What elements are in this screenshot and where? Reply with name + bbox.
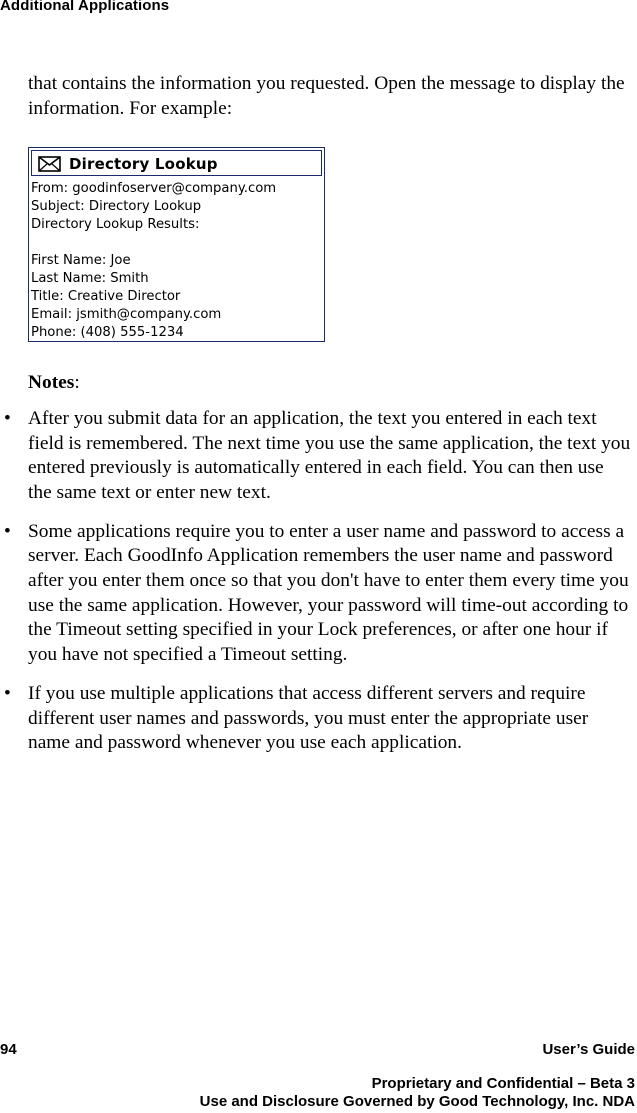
page-number: 94 xyxy=(0,1041,17,1058)
section-header: Additional Applications xyxy=(0,0,170,14)
note-item xyxy=(0,682,632,756)
envelope-icon xyxy=(38,155,62,173)
message-line: Last Name: Smith xyxy=(31,271,149,286)
message-body xyxy=(31,180,322,342)
message-line: From: goodinfoserver@company.com xyxy=(31,181,277,196)
message-line: Email: jsmith@company.com xyxy=(31,307,222,322)
bullet-marker: • xyxy=(4,408,11,429)
guide-title: User’s Guide xyxy=(542,1041,635,1058)
screenshot-titlebar xyxy=(31,150,322,176)
message-line: First Name: Joe xyxy=(31,253,131,268)
intro-paragraph: that contains the information you requested. Open the message to display the information. For example: xyxy=(28,73,625,119)
message-line: Phone: (408) 555-1234 xyxy=(31,325,184,340)
directory-lookup-screenshot xyxy=(28,147,325,342)
screenshot-title: Directory Lookup xyxy=(69,155,218,173)
notes-list xyxy=(0,407,637,770)
note-text: If you use multiple applications that access different servers and require different user names and passwords, you must enter the appropriate user name and password whenever you use each application. xyxy=(28,682,589,754)
message-line: Subject: Directory Lookup xyxy=(31,199,202,214)
note-item xyxy=(0,407,632,505)
bullet-marker: • xyxy=(4,682,11,704)
message-line: Title: Creative Director xyxy=(31,289,181,304)
confidentiality-notice xyxy=(200,1075,635,1111)
note-text: After you submit data for an application, the text you entered in each text field is remembered. The next time you use the same application, the text you entered previously is automatically entered in each field. You can then use the same text or enter new text. xyxy=(28,408,631,503)
message-line: Directory Lookup Results: xyxy=(31,217,200,232)
message-line xyxy=(31,234,322,252)
notes-label: Notes: xyxy=(28,372,80,393)
confidentiality-line-1: Proprietary and Confidential – Beta 3 xyxy=(371,1075,635,1092)
confidentiality-line-2: Use and Disclosure Governed by Good Technology, Inc. NDA xyxy=(199,1093,635,1110)
note-item xyxy=(0,520,632,668)
note-text: Some applications require you to enter a user name and password to access a server. Each GoodInfo Application remembers the user name and password after you enter them once so that you don't have to enter them every time you use the same application. However, your password will time-out according to the Timeout setting specified in your Lock preferences, or after one hour if you have not specified a Timeout setting. xyxy=(28,520,629,665)
bullet-marker: • xyxy=(4,520,11,542)
